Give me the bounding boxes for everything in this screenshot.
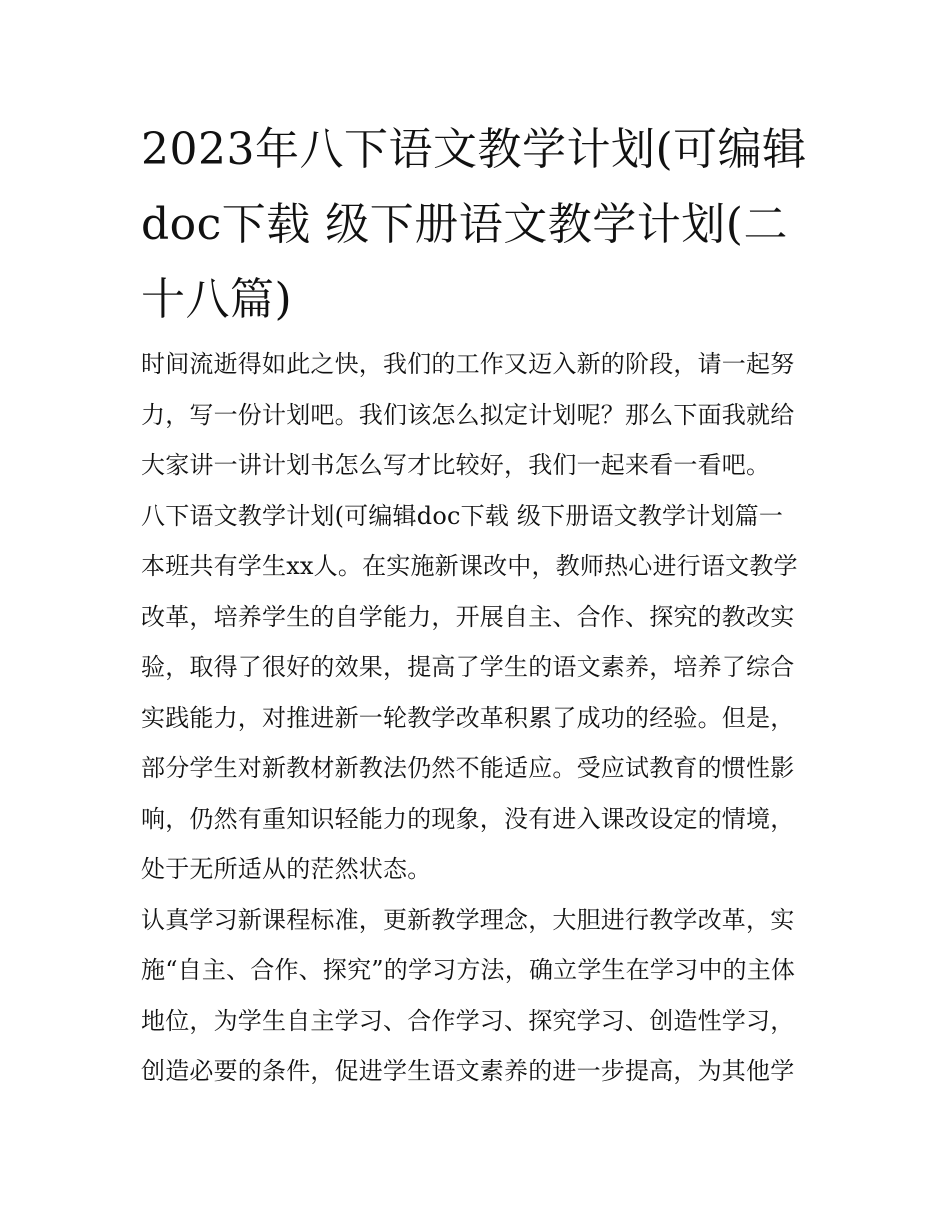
class-situation-paragraph: 本班共有学生xx人。在实施新课改中，教师热心进行语文教学改革，培养学生的自学能力，开展自主、合作、探究的教改实验，取得了很好的效果，提高了学生的语文素养，培养了综合实践能力，对推进新一轮教学改革积累了成功的经验。但是，部分学生对新教材新教法仍然不能适应。受应试教育的惯性影响，仍然有重知识轻能力的现象，没有进入课改设定的情境，处于无所适从的茫然状态。 (141, 552, 798, 883)
intro-paragraph: 时间流逝得如此之快，我们的工作又迈入新的阶段，请一起努力，写一份计划吧。我们该怎么拟定计划呢？那么下面我就给大家讲一讲计划书怎么写才比较好，我们一起来看一看吧。 (141, 350, 795, 479)
teaching-goal-paragraph: 认真学习新课程标准，更新教学理念，大胆进行教学改革，实施“自主、合作、探究”的学习方法，确立学生在学习中的主体地位，为学生自主学习、合作学习、探究学习、创造性学习，创造必要的条件，促进学生语文素养的进一步提高，为其他学 (141, 905, 796, 1085)
document-title: 2023年八下语文教学计划(可编辑doc下载 级下册语文教学计划(二十八篇) (141, 124, 807, 325)
section-heading: 八下语文教学计划(可编辑doc下载 级下册语文教学计划篇一 (141, 501, 784, 530)
document-body (141, 112, 817, 1097)
